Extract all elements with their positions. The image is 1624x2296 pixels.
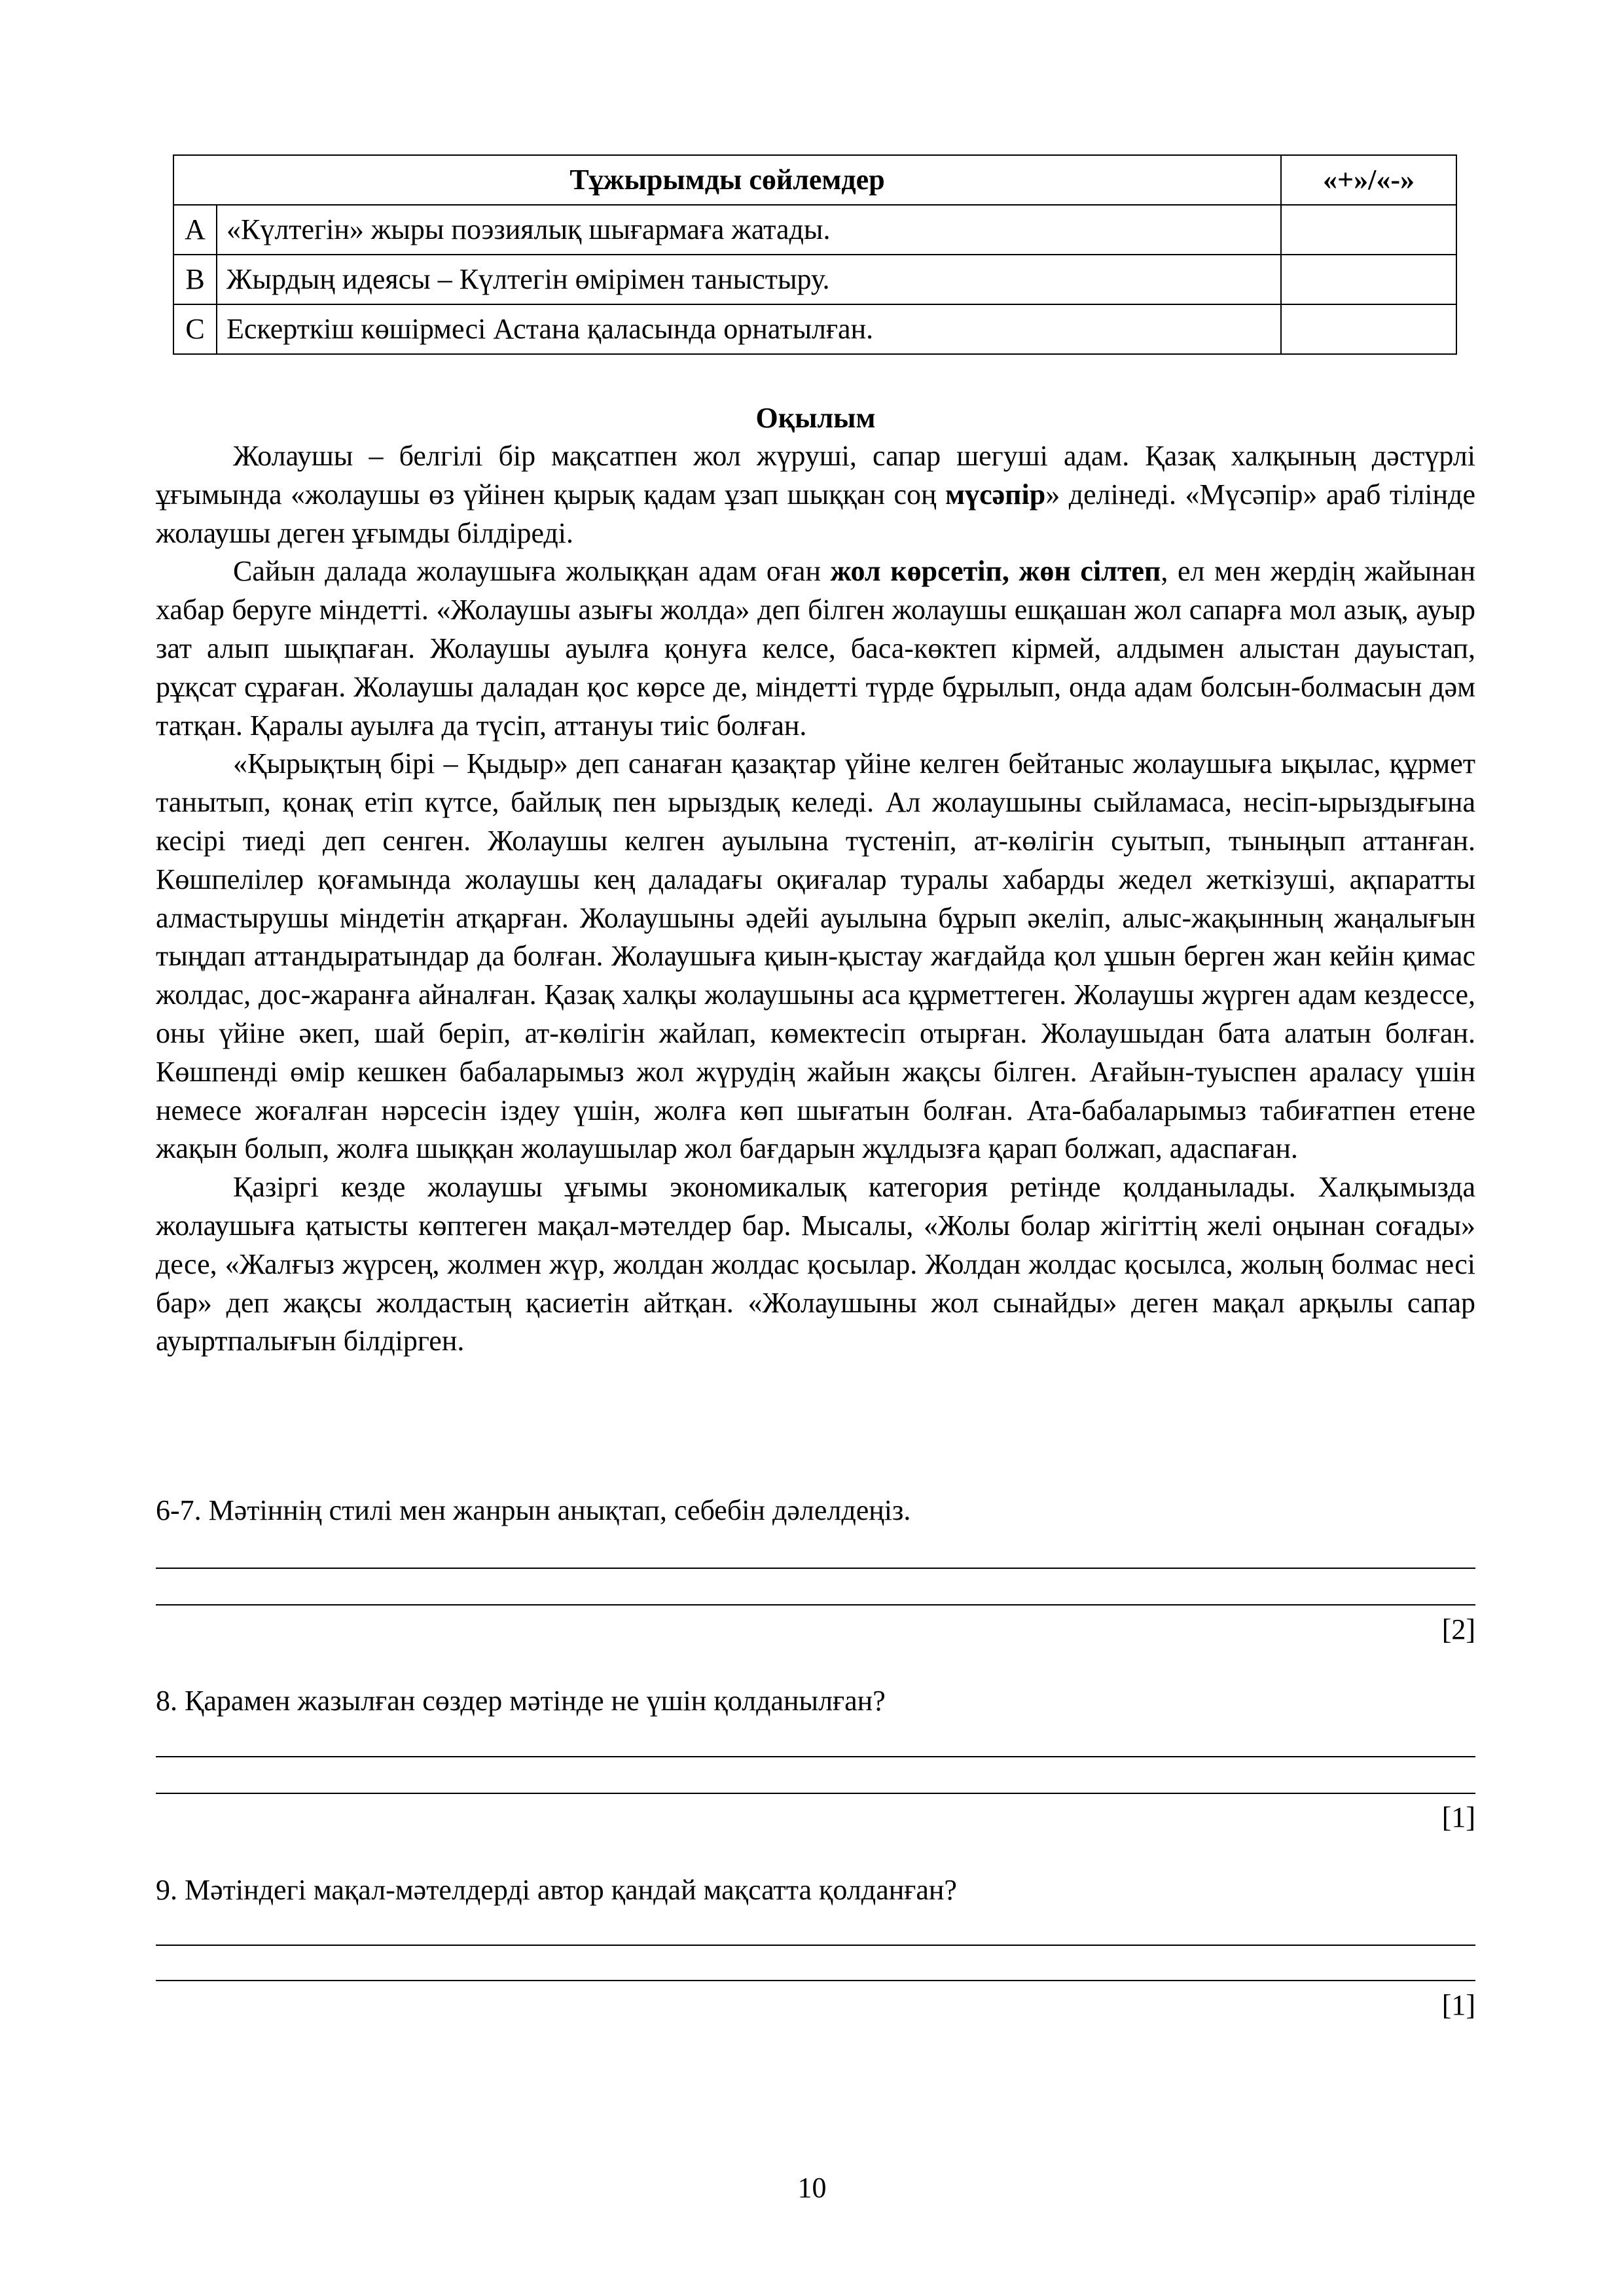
paragraph-2: [156, 552, 1475, 745]
reading-title: Оқылым: [755, 402, 876, 434]
header-mark: «+»/«-»: [1281, 155, 1456, 205]
paragraph-2-text-a: Сайын далада жолаушыға жолыққан адам оған: [233, 555, 831, 588]
answer-line[interactable]: [156, 1980, 1475, 1981]
row-statement: Ескерткіш көшірмесі Астана қаласында орнатылған.: [217, 304, 1281, 354]
row-letter: A: [173, 205, 217, 255]
question-9: [156, 1874, 1475, 1906]
table-row: [173, 304, 1456, 354]
statements-table: [173, 154, 1457, 355]
answer-line[interactable]: [156, 1793, 1475, 1794]
paragraph-3: «Қырықтың бірі – Қыдыр» деп санаған қазақтар үйіне келген бейтаныс жолаушыға ықылас, құрмет танытып, қонақ етіп күтсе, байлық пен ырыздық келеді. Ал жолаушыны сыйламаса, несіп-ырыздығына кесірі тиеді деп сенген. Жолаушы келген ауылына түстеніп, ат-көлігін суытып, тыныңып аттанған. Көшпелілер қоғамында жолаушы кең даладағы оқиғалар туралы хабарды жедел жеткізуші, ақпаратты алмастырушы міндетін атқарған. Жолаушыны әдейі ауылына бұрып әкеліп, алыс-жақынның жаңалығын тыңдап аттандыратындар да болған. Жолаушыға қиын-қыстау жағдайда қол ұшын берген жан кейін қимас жолдас, дос-жаранға айналған. Қазақ халқы жолаушыны аса құрметтеген. Жолаушы жүрген адам кездессе, оны үйіне әкеп, шай беріп, ат-көлігін жайлап, көмектесіп отырған. Жолаушыдан бата алатын болған. Көшпенді өмір кешкен бабаларымыз жол жүрудің жайын жақсы білген. Ағайын-туыспен араласу үшін немесе жоғалған нәрсесін іздеу үшін, жолға көп шығатын болған. Ата-бабаларымыз табиғатпен етене жақын болып, жолға шыққан жолаушылар жол бағдарын жұлдызға қарап болжап, адаспаған.: [156, 747, 1475, 1165]
row-mark-cell[interactable]: [1281, 205, 1456, 255]
table-row: [173, 205, 1456, 255]
row-letter: B: [173, 255, 217, 304]
answer-line[interactable]: [156, 1568, 1475, 1569]
bold-term-musapir: мүсәпір: [945, 478, 1046, 511]
paragraph-1-text-a: Жолаушы – белгілі бір мақсатпен жол жүруші, сапар шегуші адам. Қазақ халқының дәстүрлі ұғымында «жолаушы өз үйінен қырық қадам ұзап шыққан соң: [156, 440, 1475, 511]
reading-section: [156, 399, 1475, 1361]
answer-line[interactable]: [156, 1756, 1475, 1757]
row-mark-cell[interactable]: [1281, 255, 1456, 304]
question-8: [156, 1685, 1475, 1717]
table-row: [173, 255, 1456, 304]
row-mark-cell[interactable]: [1281, 304, 1456, 354]
row-statement: «Күлтегін» жыры поэзиялық шығармаға жатады.: [217, 205, 1281, 255]
score-label: [1]: [1441, 1989, 1475, 2021]
score-label: [2]: [1441, 1613, 1475, 1645]
answer-line[interactable]: [156, 1604, 1475, 1605]
bold-term-jol-korsetip: жол көрсетіп, жөн сілтеп: [830, 555, 1161, 588]
page-number: 10: [797, 2172, 827, 2204]
paragraph-4: Қазіргі кезде жолаушы ұғымы экономикалық категория ретінде қолданылады. Халқымызда жолаушыға қатысты көптеген мақал-мәтелдер бар. Мысалы, «Жолы болар жігіттің желі оңынан соғады» десе, «Жалғыз жүрсең, жолмен жүр, жолдан жолдас қосылар. Жолдан жолдас қосылса, жолың болмас несі бар» деп жақсы жолдастың қасиетін айтқан. «Жолаушыны жол сынайды» деген мақал арқылы сапар ауыртпалығын білдірген.: [156, 1171, 1475, 1357]
header-statements: Тұжырымды сөйлемдер: [173, 155, 1281, 205]
answer-line[interactable]: [156, 1945, 1475, 1946]
question-6-7: [156, 1495, 1475, 1526]
row-statement: Жырдың идеясы – Күлтегін өмірімен таныстыру.: [217, 255, 1281, 304]
score-label: [1]: [1441, 1801, 1475, 1833]
question-prompt: 8. Қарамен жазылған сөздер мәтінде не үшін қолданылған?: [156, 1685, 886, 1717]
table-header-row: [173, 155, 1456, 205]
row-letter: C: [173, 304, 217, 354]
paragraph-1: [156, 437, 1475, 552]
paragraph-1-text-b: » делінеді. «Мүсәпір» араб тілінде жолаушы деген ұғымды білдіреді.: [156, 478, 1476, 549]
paragraph-2-text-b: , ел мен жердің жайынан хабар беруге міндетті. «Жолаушы азығы жолда» деп білген жолаушы ешқашан жол сапарға мол азық, ауыр зат алып шықпаған. Жолаушы ауылға қонуға келсе, баса-көктеп кірмей, алдымен алыстан дауыстап, рұқсат сұраған. Жолаушы даладан қос көрсе де, міндетті түрде бұрылып, онда адам болсын-болмасын дәм татқан. Қаралы ауылға да түсіп, аттануы тиіс болған.: [156, 555, 1475, 742]
question-prompt: 9. Мәтіндегі мақал-мәтелдерді автор қандай мақсатта қолданған?: [156, 1874, 957, 1906]
question-prompt: 6-7. Мәтіннің стилі мен жанрын анықтап, себебін дәлелдеңіз.: [156, 1494, 911, 1526]
